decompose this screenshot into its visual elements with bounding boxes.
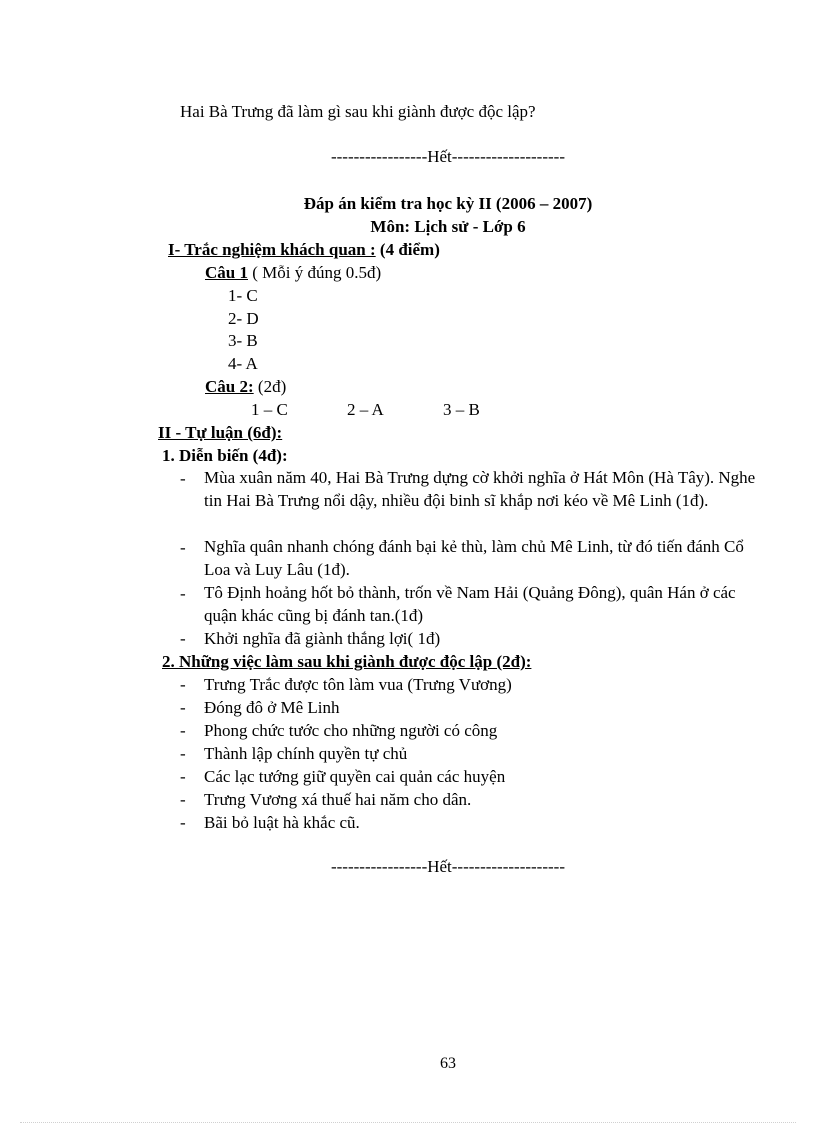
q1-answer: 1- C [228, 286, 258, 305]
bullet-dash: - [180, 767, 186, 786]
q1-note: ( Mỗi ý đúng 0.5đ) [247, 263, 382, 282]
section2-item: Các lạc tướng giữ quyền cai quản các huyện [204, 767, 506, 786]
q1-answer: 3- B [228, 331, 258, 350]
q1-label: Câu 1 [205, 263, 248, 282]
section2-item: Bãi bỏ luật hà khắc cũ. [204, 813, 360, 832]
bullet-dash: - [180, 744, 186, 763]
bullet-dash: - [180, 675, 186, 694]
page-number: 63 [440, 1055, 456, 1072]
bullet-dash: - [180, 790, 186, 809]
section1-item: Tô Định hoảng hốt bỏ thành, trốn về Nam Hải (Quảng Đông), quân Hán ở các quận khác cũng bị đánh tan.(1đ) [204, 583, 736, 625]
answer-key-title: Đáp án kiểm tra học kỳ II (2006 – 2007) [303, 194, 593, 213]
bullet-dash: - [180, 698, 186, 717]
bullet-dash: - [180, 469, 186, 488]
bullet-dash: - [180, 629, 186, 648]
q1-line [205, 262, 381, 284]
q2-note: (2đ) [253, 377, 287, 396]
bullet-dash: - [180, 721, 186, 740]
end-marker-bottom: -----------------Hết-------------------- [330, 857, 565, 876]
q2-answer: 1 – C [251, 400, 288, 419]
question-text: Hai Bà Trưng đã làm gì sau khi giành được độc lập? [180, 102, 536, 121]
bullet-dash: - [180, 538, 186, 557]
q1-answer: 4- A [228, 354, 258, 373]
section2-item: Phong chức tước cho những người có công [204, 721, 498, 740]
section2-item: Trưng Trắc được tôn làm vua (Trưng Vương) [204, 675, 512, 694]
q1-answer: 2- D [228, 309, 259, 328]
q2-answer: 3 – B [443, 400, 480, 419]
bullet-dash: - [180, 813, 186, 832]
end-marker-top: -----------------Hết-------------------- [330, 147, 565, 166]
q2-label: Câu 2: [205, 377, 254, 396]
section1-item: Mùa xuân năm 40, Hai Bà Trưng dựng cờ khởi nghĩa ở Hát Môn (Hà Tây). Nghe tin Hai Bà Trưng nổi dậy, nhiều đội binh sĩ khắp nơi kéo về Mê Linh (1đ). [204, 468, 756, 510]
part1-heading-label: I- Trắc nghiệm khách quan : [168, 240, 376, 259]
section1-heading: 1. Diễn biến (4đ): [162, 446, 288, 465]
section2-item: Đóng đô ở Mê Linh [204, 698, 340, 717]
part2-heading: II - Tự luận (6đ): [158, 423, 283, 442]
section2-item: Thành lập chính quyền tự chủ [204, 744, 408, 763]
section2-heading: 2. Những việc làm sau khi giành được độc lập (2đ): [162, 652, 532, 671]
answer-key-subject: Môn: Lịch sử - Lớp 6 [370, 217, 526, 236]
section1-item: Khởi nghĩa đã giành thắng lợi( 1đ) [204, 629, 441, 648]
section1-item: Nghĩa quân nhanh chóng đánh bại kẻ thù, làm chủ Mê Linh, từ đó tiến đánh Cổ Loa và Luy Lâu (1đ). [204, 537, 744, 579]
section2-item: Trưng Vương xá thuế hai năm cho dân. [204, 790, 472, 809]
q2-line [205, 376, 286, 398]
part1-heading [168, 239, 440, 261]
part1-points: (4 điểm) [375, 240, 440, 259]
bullet-dash: - [180, 584, 186, 603]
q2-answer: 2 – A [347, 400, 384, 419]
